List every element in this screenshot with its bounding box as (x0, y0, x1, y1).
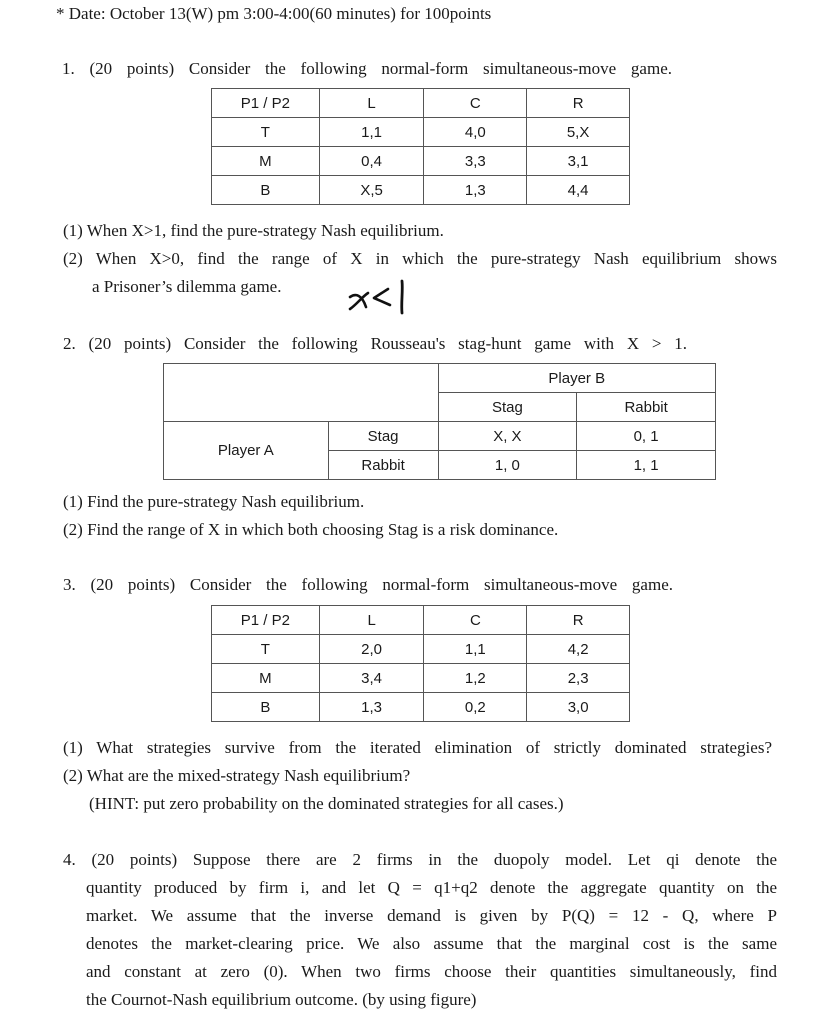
q1-cell: X,5 (319, 176, 424, 205)
table-row (212, 147, 630, 176)
handwritten-note-x-less-than-1 (346, 277, 416, 317)
q2-player-b-label: Player B (438, 364, 715, 393)
q1-title: 1. (20 points) Consider the following normal-form simultaneous-move game. (62, 59, 672, 78)
q3-cell: 3,0 (527, 693, 630, 722)
q1-cell: 3,3 (424, 147, 527, 176)
table-row (212, 664, 630, 693)
q3-header-L: L (319, 606, 424, 635)
exam-date-line: * Date: October 13(W) pm 3:00-4:00(60 minutes) for 100points (56, 4, 492, 23)
q1-part-2-line-1: (2) When X>0, find the range of X in which the pure-strategy Nash equilibrium shows (63, 249, 777, 268)
table-row (212, 635, 630, 664)
q4-line-4: denotes the market-clearing price. We also assume that the marginal cost is the same (86, 934, 777, 953)
q2-cell: 1, 1 (577, 451, 716, 480)
q3-cell: 3,4 (319, 664, 424, 693)
q4-line-5: and constant at zero (0). When two firms choose their quantities simultaneously, find (86, 962, 777, 981)
q1-header-C: C (424, 89, 527, 118)
q3-cell: 4,2 (527, 635, 630, 664)
table-row (164, 364, 716, 393)
q1-cell: 3,1 (527, 147, 630, 176)
q3-header-C: C (424, 606, 527, 635)
q2-stag-hunt-table (163, 363, 716, 480)
q4-line-6: the Cournot-Nash equilibrium outcome. (by using figure) (86, 990, 477, 1009)
q4-line-3: market. We assume that the inverse demand is given by P(Q) = 12 - Q, where P (86, 906, 777, 925)
q3-row-label: B (212, 693, 320, 722)
q3-title: 3. (20 points) Consider the following normal-form simultaneous-move game. (63, 575, 673, 594)
q3-row-label: T (212, 635, 320, 664)
q3-cell: 1,1 (424, 635, 527, 664)
q1-cell: 1,3 (424, 176, 527, 205)
q3-cell: 1,2 (424, 664, 527, 693)
table-row (212, 118, 630, 147)
q3-payoff-table (211, 605, 630, 722)
q3-header-corner: P1 / P2 (212, 606, 320, 635)
q2-cell: 1, 0 (438, 451, 577, 480)
q3-cell: 0,2 (424, 693, 527, 722)
q2-row-label-stag: Stag (328, 422, 438, 451)
q3-cell: 1,3 (319, 693, 424, 722)
table-row (212, 176, 630, 205)
q1-cell: 4,4 (527, 176, 630, 205)
q1-header-R: R (527, 89, 630, 118)
q1-header-corner: P1 / P2 (212, 89, 320, 118)
q3-cell: 2,3 (527, 664, 630, 693)
q2-part-2: (2) Find the range of X in which both choosing Stag is a risk dominance. (63, 520, 559, 539)
q3-cell: 2,0 (319, 635, 424, 664)
q3-header-R: R (527, 606, 630, 635)
q4-line-1: 4. (20 points) Suppose there are 2 firms in the duopoly model. Let qi denote the (63, 850, 777, 869)
q2-col-header-rabbit: Rabbit (577, 393, 716, 422)
q1-payoff-table (211, 88, 630, 205)
q3-hint: (HINT: put zero probability on the dominated strategies for all cases.) (89, 794, 564, 813)
q3-row-label: M (212, 664, 320, 693)
q2-col-header-stag: Stag (438, 393, 577, 422)
q2-cell: 0, 1 (577, 422, 716, 451)
table-row (212, 693, 630, 722)
q1-cell: 4,0 (424, 118, 527, 147)
q3-table-header-row (212, 606, 630, 635)
q4-line-2: quantity produced by firm i, and let Q = q1+q2 denote the aggregate quantity on the (86, 878, 777, 897)
q2-empty-corner (164, 364, 439, 422)
q2-cell: X, X (438, 422, 577, 451)
q1-cell: 5,X (527, 118, 630, 147)
q2-player-a-label: Player A (164, 422, 329, 480)
q2-part-1: (1) Find the pure-strategy Nash equilibrium. (63, 492, 365, 511)
q1-table-header-row (212, 89, 630, 118)
q3-part-2: (2) What are the mixed-strategy Nash equilibrium? (63, 766, 411, 785)
q1-row-label: B (212, 176, 320, 205)
q3-part-1: (1) What strategies survive from the iterated elimination of strictly dominated strategies? (63, 738, 772, 757)
q1-part-2-line-2: a Prisoner’s dilemma game. (92, 277, 282, 296)
q1-row-label: M (212, 147, 320, 176)
q1-cell: 0,4 (319, 147, 424, 176)
table-row (164, 422, 716, 451)
q2-title: 2. (20 points) Consider the following Rousseau's stag-hunt game with X > 1. (63, 334, 687, 353)
q2-row-label-rabbit: Rabbit (328, 451, 438, 480)
q1-part-1: (1) When X>1, find the pure-strategy Nash equilibrium. (63, 221, 444, 240)
q1-row-label: T (212, 118, 320, 147)
q1-cell: 1,1 (319, 118, 424, 147)
q1-header-L: L (319, 89, 424, 118)
